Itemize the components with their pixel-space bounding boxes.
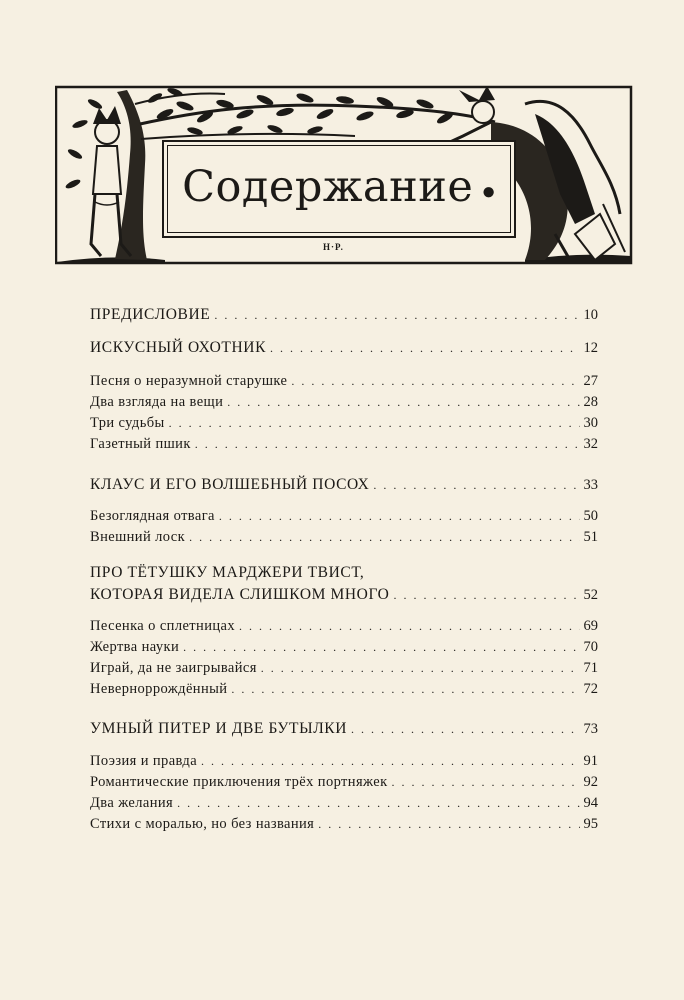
toc-entry-portnyazhki[interactable] — [90, 769, 598, 789]
toc-entry-page: 10 — [583, 306, 598, 323]
toc-entry-title: Газетный пшик — [90, 435, 191, 452]
leader-dots — [373, 479, 579, 491]
title-box — [162, 140, 516, 238]
leader-dots — [393, 589, 579, 601]
toc-entry-klaus[interactable] — [90, 472, 598, 492]
toc-entry-title: Внешний лоск — [90, 528, 186, 545]
toc-entry-okhotnik[interactable] — [90, 335, 598, 355]
toc-entry-title: Песня о неразумной старушке — [90, 372, 288, 389]
toc-entry-title: КОТОРАЯ ВИДЕЛА СЛИШКОМ МНОГО — [90, 585, 390, 603]
leader-dots — [231, 683, 579, 695]
toc-entry-title: Два желания — [90, 794, 174, 811]
toc-entry-title: Два взгляда на вещи — [90, 393, 224, 410]
toc-entry-page: 95 — [583, 815, 598, 832]
header-illustration — [55, 84, 633, 266]
toc-entry-otvaga[interactable] — [90, 503, 598, 523]
toc-entry-poeziya[interactable] — [90, 748, 598, 768]
leader-dots — [392, 776, 580, 788]
toc-entry-page: 52 — [583, 586, 598, 603]
leader-dots — [169, 417, 580, 429]
leader-dots — [189, 531, 579, 543]
toc-entry-page: 51 — [583, 528, 598, 545]
leader-dots — [183, 641, 579, 653]
toc-entry-page: 92 — [583, 773, 598, 790]
toc-entry-page: 27 — [583, 372, 598, 389]
toc-entry-page: 70 — [583, 638, 598, 655]
toc-entry-title: Три судьбы — [90, 414, 165, 431]
title-bullet: ● — [481, 178, 496, 205]
toc-entry-predislovie[interactable] — [90, 302, 598, 322]
toc-entry-title: УМНЫЙ ПИТЕР И ДВЕ БУТЫЛКИ — [90, 719, 348, 737]
toc-entry-title: Жертва науки — [90, 638, 180, 655]
toc-entry-title: Неверноррождённый — [90, 680, 228, 697]
leader-dots — [291, 375, 579, 387]
leader-dots — [219, 510, 580, 522]
leader-dots — [195, 438, 580, 450]
toc-entry-page: 12 — [583, 339, 598, 356]
toc-entry-page: 71 — [583, 659, 598, 676]
leader-dots — [227, 396, 579, 408]
toc-entry-tetushka-line1[interactable]: ПРО ТЁТУШКУ МАРДЖЕРИ ТВИСТ, — [90, 564, 365, 581]
toc-entry-page: 32 — [583, 435, 598, 452]
toc-entry-page: 72 — [583, 680, 598, 697]
leader-dots — [214, 309, 579, 321]
toc-entry-title: Поэзия и правда — [90, 752, 198, 769]
leader-dots — [239, 620, 579, 632]
toc-entry-pshik[interactable] — [90, 431, 598, 451]
toc-entry-tri-sudby[interactable] — [90, 410, 598, 430]
leader-dots — [177, 797, 579, 809]
toc-entry-page: 33 — [583, 476, 598, 493]
page-title: Содержание — [182, 162, 474, 212]
toc-entry-title: ПРЕДИСЛОВИЕ — [90, 305, 211, 323]
toc-entry-stikhi[interactable] — [90, 811, 598, 831]
toc-entry-tetushka[interactable] — [90, 582, 598, 602]
toc-entry-page: 91 — [583, 752, 598, 769]
toc-entry-nevernorozhd[interactable] — [90, 676, 598, 696]
toc-entry-igray[interactable] — [90, 655, 598, 675]
toc-entry-title: КЛАУС И ЕГО ВОЛШЕБНЫЙ ПОСОХ — [90, 475, 370, 493]
leader-dots — [318, 818, 579, 830]
toc-entry-title: Безоглядная отвага — [90, 507, 215, 524]
monogram: H·P. — [323, 242, 344, 252]
toc-entry-losk[interactable] — [90, 524, 598, 544]
toc-entry-page: 50 — [583, 507, 598, 524]
toc-entry-page: 69 — [583, 617, 598, 634]
toc-entry-title: Стихи с моралью, но без названия — [90, 815, 315, 832]
toc-entry-zhelaniya[interactable] — [90, 790, 598, 810]
toc-entry-zhertva[interactable] — [90, 634, 598, 654]
toc-entry-spletnitsy[interactable] — [90, 613, 598, 633]
leader-dots — [201, 755, 579, 767]
toc-entry-title: Песенка о сплетницах — [90, 617, 236, 634]
toc-entry-piter[interactable] — [90, 716, 598, 736]
toc-entry-dva-vzglyada[interactable] — [90, 389, 598, 409]
toc-entry-page: 94 — [583, 794, 598, 811]
toc-entry-page: 73 — [583, 720, 598, 737]
toc-entry-page: 28 — [583, 393, 598, 410]
leader-dots — [351, 723, 579, 735]
toc-entry-pesnya[interactable] — [90, 368, 598, 388]
leader-dots — [270, 342, 579, 354]
toc-entry-title: Романтические приключения трёх портняжек — [90, 773, 388, 790]
toc-entry-title: Играй, да не заигрывайся — [90, 659, 257, 676]
toc-entry-title: ИСКУСНЫЙ ОХОТНИК — [90, 338, 267, 356]
leader-dots — [261, 662, 580, 674]
toc-entry-page: 30 — [583, 414, 598, 431]
